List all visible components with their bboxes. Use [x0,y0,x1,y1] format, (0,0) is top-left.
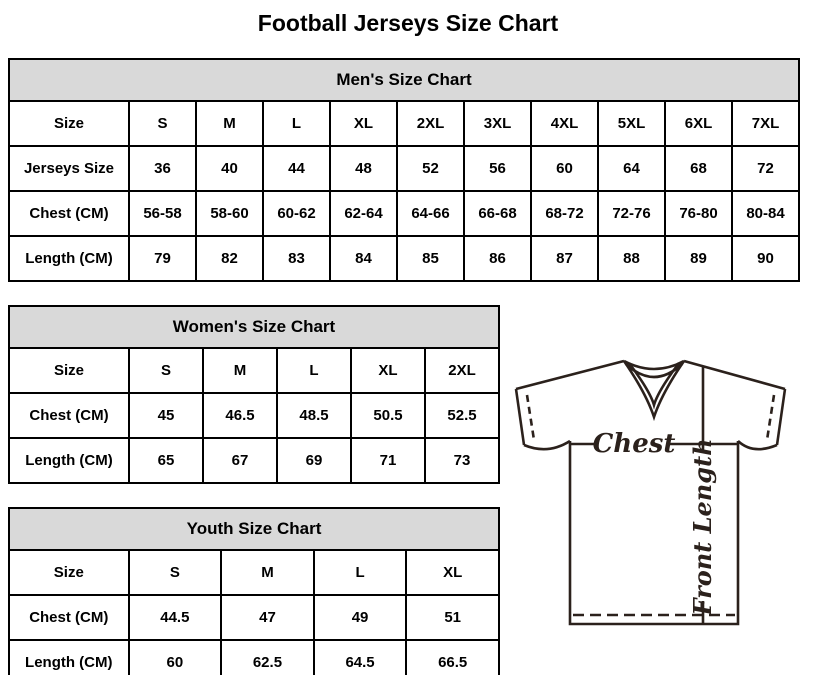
youth-table-caption-row [9,508,499,550]
data-cell: 65 [129,438,203,483]
chest-measure-label: Chest [592,429,676,459]
womens-length-row [9,438,499,483]
jersey-measurement-diagram [513,341,793,629]
column-header-cell: XL [406,550,499,595]
data-cell: 68 [665,146,732,191]
left-tables-column [0,305,500,675]
youth-size-header-row [9,550,499,595]
data-cell: 67 [203,438,277,483]
column-header-cell: S [129,101,196,146]
mens-table-title: Men's Size Chart [9,59,799,101]
data-cell: 60-62 [263,191,330,236]
column-header-cell: Size [9,101,129,146]
data-cell: 49 [314,595,407,640]
youth-chest-row [9,595,499,640]
youth-length-row [9,640,499,675]
right-shoulder-line [684,361,785,389]
womens-size-header-row [9,348,499,393]
womens-chest-row [9,393,499,438]
left-sleeve-cuff-dashed-line [527,395,534,440]
data-cell: 69 [277,438,351,483]
row-label-cell: Length (CM) [9,438,129,483]
front-length-measure-label: Front Length [688,438,717,616]
data-cell: 45 [129,393,203,438]
right-sleeve-underarm-curve [738,441,777,449]
left-shoulder-line [516,361,624,389]
data-cell: 71 [351,438,425,483]
data-cell: 40 [196,146,263,191]
mens-length-row [9,236,799,281]
left-sleeve-underarm-curve [524,441,570,449]
column-header-cell: M [221,550,314,595]
row-label-cell: Length (CM) [9,640,129,675]
data-cell: 64.5 [314,640,407,675]
row-label-cell: Chest (CM) [9,393,129,438]
data-cell: 56 [464,146,531,191]
column-header-cell: 3XL [464,101,531,146]
data-cell: 80-84 [732,191,799,236]
data-cell: 89 [665,236,732,281]
data-cell: 58-60 [196,191,263,236]
column-header-cell: 7XL [732,101,799,146]
data-cell: 90 [732,236,799,281]
data-cell: 66.5 [406,640,499,675]
data-cell: 51 [406,595,499,640]
data-cell: 36 [129,146,196,191]
row-label-cell: Chest (CM) [9,191,129,236]
column-header-cell: Size [9,348,129,393]
data-cell: 72-76 [598,191,665,236]
column-header-cell: XL [330,101,397,146]
data-cell: 48.5 [277,393,351,438]
mens-size-header-row [9,101,799,146]
youth-size-table [8,507,500,675]
youth-table-title: Youth Size Chart [9,508,499,550]
data-cell: 62-64 [330,191,397,236]
data-cell: 76-80 [665,191,732,236]
row-label-cell: Jerseys Size [9,146,129,191]
data-cell: 60 [531,146,598,191]
womens-table-caption-row [9,306,499,348]
column-header-cell: L [263,101,330,146]
data-cell: 66-68 [464,191,531,236]
data-cell: 50.5 [351,393,425,438]
data-cell: 48 [330,146,397,191]
data-cell: 60 [129,640,222,675]
data-cell: 56-58 [129,191,196,236]
womens-size-table [8,305,500,484]
column-header-cell: XL [351,348,425,393]
data-cell: 83 [263,236,330,281]
data-cell: 85 [397,236,464,281]
data-cell: 88 [598,236,665,281]
data-cell: 44.5 [129,595,222,640]
data-cell: 68-72 [531,191,598,236]
column-header-cell: M [196,101,263,146]
mens-table-caption-row [9,59,799,101]
column-header-cell: S [129,550,222,595]
data-cell: 62.5 [221,640,314,675]
data-cell: 84 [330,236,397,281]
column-header-cell: L [277,348,351,393]
data-cell: 79 [129,236,196,281]
data-cell: 86 [464,236,531,281]
right-sleeve-cuff-edge [777,389,785,445]
data-cell: 64 [598,146,665,191]
column-header-cell: 2XL [397,101,464,146]
column-header-cell: 4XL [531,101,598,146]
right-sleeve-cuff-dashed-line [767,395,774,440]
lower-content-row [0,305,816,675]
column-header-cell: S [129,348,203,393]
column-header-cell: 2XL [425,348,499,393]
row-label-cell: Length (CM) [9,236,129,281]
column-header-cell: M [203,348,277,393]
data-cell: 52 [397,146,464,191]
data-cell: 87 [531,236,598,281]
mens-jerseys-size-row [9,146,799,191]
data-cell: 46.5 [203,393,277,438]
column-header-cell: 6XL [665,101,732,146]
data-cell: 72 [732,146,799,191]
mens-chest-row [9,191,799,236]
data-cell: 47 [221,595,314,640]
data-cell: 44 [263,146,330,191]
page-title: Football Jerseys Size Chart [257,10,559,36]
column-header-cell: 5XL [598,101,665,146]
data-cell: 64-66 [397,191,464,236]
womens-table-title: Women's Size Chart [9,306,499,348]
column-header-cell: Size [9,550,129,595]
data-cell: 52.5 [425,393,499,438]
data-cell: 82 [196,236,263,281]
data-cell: 73 [425,438,499,483]
jersey-diagram-container [513,341,793,634]
column-header-cell: L [314,550,407,595]
mens-size-table [8,58,800,282]
row-label-cell: Chest (CM) [9,595,129,640]
left-sleeve-cuff-edge [516,389,524,445]
